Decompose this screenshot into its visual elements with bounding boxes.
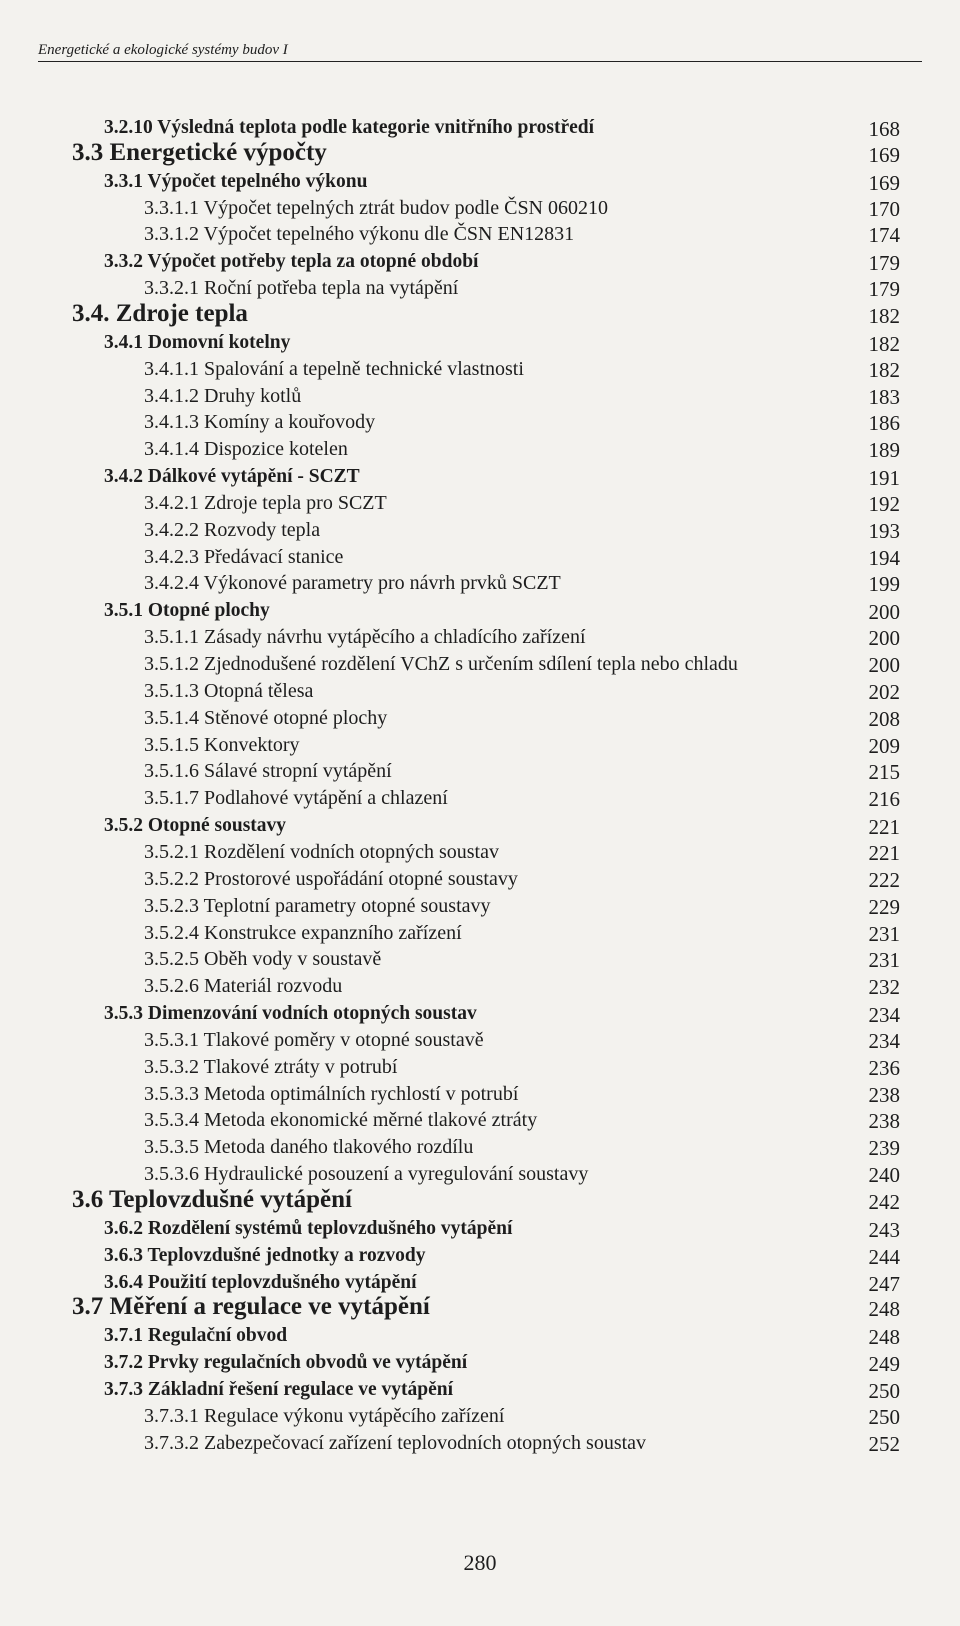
toc-entry bbox=[0, 1351, 960, 1379]
toc-entry bbox=[0, 653, 960, 681]
toc-entry-page: 244 bbox=[868, 1245, 900, 1269]
toc-entry-title: 3.6.3 Teplovzdušné jednotky a rozvody bbox=[104, 1245, 426, 1266]
toc-entry-page: 169 bbox=[868, 143, 900, 167]
toc-entry-title: 3.5.3.1 Tlakové poměry v otopné soustavě bbox=[144, 1029, 484, 1051]
toc-entry-page: 199 bbox=[868, 572, 900, 596]
toc-entry-page: 250 bbox=[868, 1379, 900, 1403]
toc-entry-title: 3.4. Zdroje tepla bbox=[72, 300, 248, 327]
toc-entry bbox=[0, 223, 960, 251]
toc-entry bbox=[0, 438, 960, 466]
toc-entry-page: 170 bbox=[868, 197, 900, 221]
toc-entry bbox=[0, 546, 960, 574]
toc-entry-page: 222 bbox=[868, 868, 900, 892]
toc-entry-page: 209 bbox=[868, 734, 900, 758]
toc-entry-title: 3.5.1.7 Podlahové vytápění a chlazení bbox=[144, 787, 448, 809]
toc-entry-title: 3.6.2 Rozdělení systémů teplovzdušného vytápění bbox=[104, 1218, 513, 1239]
toc-entry-title: 3.5.1.1 Zásady návrhu vytápěcího a chladícího zařízení bbox=[144, 626, 586, 648]
toc-entry-title: 3.5.1.6 Sálavé stropní vytápění bbox=[144, 760, 392, 782]
toc-entry-title: 3.7 Měření a regulace ve vytápění bbox=[72, 1293, 430, 1320]
toc-entry-title: 3.5.2.3 Teplotní parametry otopné soustavy bbox=[144, 895, 491, 917]
toc-entry-page: 215 bbox=[868, 760, 900, 784]
toc-entry-page: 242 bbox=[868, 1190, 900, 1214]
toc-entry bbox=[0, 626, 960, 654]
toc-entry-title: 3.5.3.5 Metoda daného tlakového rozdílu bbox=[144, 1136, 474, 1158]
toc-entry-title: 3.3 Energetické výpočty bbox=[72, 139, 327, 166]
toc-entry-title: 3.5.1.4 Stěnové otopné plochy bbox=[144, 707, 388, 729]
toc-entry-page: 183 bbox=[868, 385, 900, 409]
toc-entry bbox=[0, 385, 960, 413]
toc-entry-title: 3.5.2 Otopné soustavy bbox=[104, 815, 287, 836]
toc-entry-title: 3.5.2.4 Konstrukce expanzního zařízení bbox=[144, 922, 462, 944]
toc-entry-page: 193 bbox=[868, 519, 900, 543]
toc-entry bbox=[0, 1186, 960, 1218]
toc-entry-page: 248 bbox=[868, 1325, 900, 1349]
toc-entry-title: 3.4.1 Domovní kotelny bbox=[104, 332, 291, 353]
toc-entry-title: 3.5.2.6 Materiál rozvodu bbox=[144, 975, 343, 997]
toc-entry-title: 3.4.1.2 Druhy kotlů bbox=[144, 385, 302, 407]
toc-entry-page: 236 bbox=[868, 1056, 900, 1080]
toc-entry-page: 231 bbox=[868, 948, 900, 972]
toc-entry-title: 3.7.3.1 Regulace výkonu vytápěcího zařízení bbox=[144, 1405, 505, 1427]
toc-entry bbox=[0, 1405, 960, 1433]
toc-entry-title: 3.7.2 Prvky regulačních obvodů ve vytápění bbox=[104, 1352, 468, 1373]
toc-entry-page: 240 bbox=[868, 1163, 900, 1187]
toc-entry bbox=[0, 1109, 960, 1137]
toc-entry-title: 3.4.2.1 Zdroje tepla pro SCZT bbox=[144, 492, 387, 514]
toc-entry-title: 3.5.3.2 Tlakové ztráty v potrubí bbox=[144, 1056, 398, 1078]
toc-entry-page: 200 bbox=[868, 653, 900, 677]
toc-entry-title: 3.5.3.3 Metoda optimálních rychlostí v potrubí bbox=[144, 1083, 519, 1105]
toc-entry-title: 3.3.1.2 Výpočet tepelného výkonu dle ČSN EN12831 bbox=[144, 223, 575, 245]
toc-entry-page: 239 bbox=[868, 1136, 900, 1160]
toc-entry bbox=[0, 1056, 960, 1084]
toc-entry-page: 186 bbox=[868, 411, 900, 435]
toc-entry-title: 3.5.3.6 Hydraulické posouzení a vyregulování soustavy bbox=[144, 1163, 589, 1185]
toc-entry bbox=[0, 814, 960, 842]
toc-entry-page: 231 bbox=[868, 922, 900, 946]
toc-entry-title: 3.5.1.5 Konvektory bbox=[144, 734, 300, 756]
toc-entry-page: 191 bbox=[868, 466, 900, 490]
toc-entry bbox=[0, 1217, 960, 1245]
toc-entry-page: 250 bbox=[868, 1405, 900, 1429]
toc-entry-title: 3.7.3.2 Zabezpečovací zařízení teplovodních otopných soustav bbox=[144, 1432, 647, 1454]
toc-entry-page: 200 bbox=[868, 600, 900, 624]
toc-entry bbox=[0, 572, 960, 600]
toc-entry-page: 229 bbox=[868, 895, 900, 919]
toc-entry-title: 3.4.1.3 Komíny a kouřovody bbox=[144, 411, 376, 433]
toc-entry bbox=[0, 599, 960, 627]
toc-entry bbox=[0, 1002, 960, 1030]
toc-entry bbox=[0, 1432, 960, 1460]
toc-entry-page: 234 bbox=[868, 1003, 900, 1027]
toc-entry bbox=[0, 922, 960, 950]
toc-entry-title: 3.7.1 Regulační obvod bbox=[104, 1325, 288, 1346]
toc-entry-page: 202 bbox=[868, 680, 900, 704]
toc-entry bbox=[0, 170, 960, 198]
toc-entry bbox=[0, 331, 960, 359]
toc-entry-page: 189 bbox=[868, 438, 900, 462]
toc-entry-page: 243 bbox=[868, 1218, 900, 1242]
toc-entry-page: 249 bbox=[868, 1352, 900, 1376]
toc-entry-page: 238 bbox=[868, 1083, 900, 1107]
toc-entry bbox=[0, 492, 960, 520]
toc-entry-title: 3.5.2.1 Rozdělení vodních otopných soustav bbox=[144, 841, 499, 863]
toc-entry-page: 234 bbox=[868, 1029, 900, 1053]
toc-entry-title: 3.4.2.2 Rozvody tepla bbox=[144, 519, 321, 541]
toc-entry-page: 179 bbox=[868, 277, 900, 301]
toc-entry-page: 194 bbox=[868, 546, 900, 570]
toc-entry-title: 3.5.2.5 Oběh vody v soustavě bbox=[144, 948, 382, 970]
toc-entry-page: 238 bbox=[868, 1109, 900, 1133]
toc-entry bbox=[0, 250, 960, 278]
toc-entry bbox=[0, 411, 960, 439]
toc-entry bbox=[0, 680, 960, 708]
toc-entry-page: 169 bbox=[868, 171, 900, 195]
toc-entry-page: 182 bbox=[868, 358, 900, 382]
toc-entry bbox=[0, 1029, 960, 1057]
toc-entry-page: 248 bbox=[868, 1297, 900, 1321]
toc-entry bbox=[0, 1324, 960, 1352]
toc-entry-title: 3.5.3.4 Metoda ekonomické měrné tlakové ztráty bbox=[144, 1109, 538, 1131]
toc-entry bbox=[0, 1378, 960, 1406]
toc-entry bbox=[0, 948, 960, 976]
toc-entry-page: 221 bbox=[868, 841, 900, 865]
toc-entry-title: 3.4.2 Dálkové vytápění - SCZT bbox=[104, 466, 360, 487]
toc-entry-title: 3.4.2.4 Výkonové parametry pro návrh prvků SCZT bbox=[144, 572, 561, 594]
toc-entry-page: 221 bbox=[868, 815, 900, 839]
toc-entry bbox=[0, 895, 960, 923]
toc-entry bbox=[0, 760, 960, 788]
toc-entry-title: 3.4.2.3 Předávací stanice bbox=[144, 546, 344, 568]
toc-entry-title: 3.5.1.2 Zjednodušené rozdělení VChZ s určením sdílení tepla nebo chladu bbox=[144, 653, 738, 675]
toc-entry-page: 200 bbox=[868, 626, 900, 650]
toc-entry bbox=[0, 707, 960, 735]
toc-entry-page: 182 bbox=[868, 304, 900, 328]
toc-entry-title: 3.3.2 Výpočet potřeby tepla za otopné období bbox=[104, 251, 479, 272]
toc-entry-page: 216 bbox=[868, 787, 900, 811]
toc-entry bbox=[0, 787, 960, 815]
toc-entry-page: 182 bbox=[868, 332, 900, 356]
toc-entry-title: 3.4.1.4 Dispozice kotelen bbox=[144, 438, 348, 460]
toc-entry bbox=[0, 841, 960, 869]
toc-entry bbox=[0, 465, 960, 493]
toc-entry-title: 3.4.1.1 Spalování a tepelně technické vlastnosti bbox=[144, 358, 524, 380]
toc-entry-title: 3.3.1.1 Výpočet tepelných ztrát budov podle ČSN 060210 bbox=[144, 197, 609, 219]
toc-entry bbox=[0, 1244, 960, 1272]
toc-entry-title: 3.3.2.1 Roční potřeba tepla na vytápění bbox=[144, 277, 459, 299]
toc-entry bbox=[0, 868, 960, 896]
toc-entry bbox=[0, 139, 960, 171]
toc-entry bbox=[0, 1083, 960, 1111]
toc-entry-title: 3.5.2.2 Prostorové uspořádání otopné soustavy bbox=[144, 868, 518, 890]
running-header: Energetické a ekologické systémy budov I bbox=[38, 42, 922, 62]
toc-entry-page: 232 bbox=[868, 975, 900, 999]
toc-entry-title: 3.5.1.3 Otopná tělesa bbox=[144, 680, 314, 702]
toc-entry bbox=[0, 300, 960, 332]
toc-entry bbox=[0, 358, 960, 386]
toc-entry-title: 3.5.3 Dimenzování vodních otopných soustav bbox=[104, 1003, 477, 1024]
toc-entry-title: 3.7.3 Základní řešení regulace ve vytápění bbox=[104, 1379, 454, 1400]
toc-entry-title: 3.6 Teplovzdušné vytápění bbox=[72, 1186, 352, 1213]
toc-entry-page: 247 bbox=[868, 1272, 900, 1296]
toc-entry bbox=[0, 1293, 960, 1325]
toc-entry bbox=[0, 734, 960, 762]
toc-entry-title: 3.3.1 Výpočet tepelného výkonu bbox=[104, 171, 368, 192]
toc-entry-page: 179 bbox=[868, 251, 900, 275]
toc-entry bbox=[0, 1136, 960, 1164]
toc-entry-page: 168 bbox=[868, 117, 900, 141]
toc-entry bbox=[0, 519, 960, 547]
toc-entry-title: 3.5.1 Otopné plochy bbox=[104, 600, 270, 621]
page-number: 280 bbox=[463, 1550, 497, 1575]
toc-entry-page: 174 bbox=[868, 223, 900, 247]
toc-entry-page: 192 bbox=[868, 492, 900, 516]
toc-entry-page: 208 bbox=[868, 707, 900, 731]
toc-entry-title: 3.2.10 Výsledná teplota podle kategorie vnitřního prostředí bbox=[104, 117, 595, 138]
toc-entry-title: 3.6.4 Použití teplovzdušného vytápění bbox=[104, 1272, 417, 1293]
toc-entry bbox=[0, 197, 960, 225]
toc-entry bbox=[0, 975, 960, 1003]
toc-entry-page: 252 bbox=[868, 1432, 900, 1456]
